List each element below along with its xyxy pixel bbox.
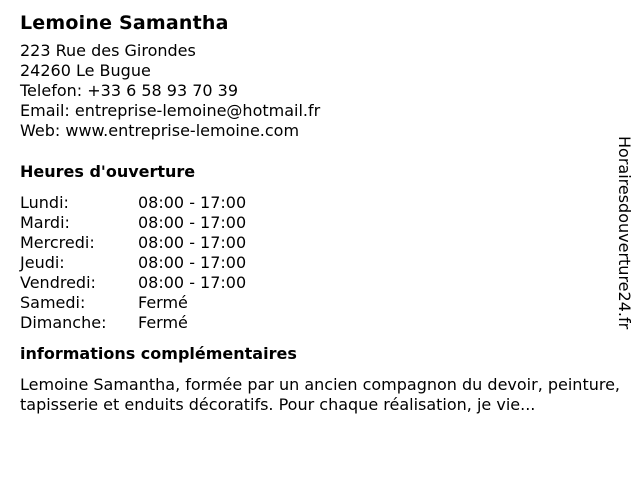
web-line: Web: www.entreprise-lemoine.com xyxy=(20,121,300,140)
day-label: Vendredi: xyxy=(20,273,96,292)
site-brand-vertical: Horairesdouverture24.fr xyxy=(615,136,634,330)
hours-row-saturday xyxy=(20,293,610,313)
day-label: Mercredi: xyxy=(20,233,95,252)
address-line-street: 223 Rue des Girondes xyxy=(20,41,196,60)
time-value: Fermé xyxy=(138,293,188,312)
hours-row-sunday xyxy=(20,313,610,333)
phone-line: Telefon: +33 6 58 93 70 39 xyxy=(20,81,239,100)
hours-row-wednesday xyxy=(20,233,610,253)
opening-hours-title: Heures d'ouverture xyxy=(20,162,196,181)
day-label: Samedi: xyxy=(20,293,86,312)
time-value: 08:00 - 17:00 xyxy=(138,213,247,232)
time-value: 08:00 - 17:00 xyxy=(138,273,247,292)
address-line-city: 24260 Le Bugue xyxy=(20,61,151,80)
hours-row-thursday xyxy=(20,253,610,273)
time-value: Fermé xyxy=(138,313,188,332)
hours-row-monday xyxy=(20,193,610,213)
day-label: Jeudi: xyxy=(20,253,65,272)
time-value: 08:00 - 17:00 xyxy=(138,193,247,212)
hours-row-tuesday xyxy=(20,213,610,233)
opening-hours-table xyxy=(20,193,610,333)
business-name: Lemoine Samantha xyxy=(20,12,229,34)
time-value: 08:00 - 17:00 xyxy=(138,233,247,252)
email-line: Email: entreprise-lemoine@hotmail.fr xyxy=(20,101,321,120)
day-label: Mardi: xyxy=(20,213,70,232)
day-label: Dimanche: xyxy=(20,313,107,332)
day-label: Lundi: xyxy=(20,193,69,212)
time-value: 08:00 - 17:00 xyxy=(138,253,247,272)
hours-row-friday xyxy=(20,273,610,293)
business-card xyxy=(20,9,621,415)
additional-info-title: informations complémentaires xyxy=(20,344,297,363)
additional-info-text: Lemoine Samantha, formée par un ancien compagnon du devoir, peinture,tapisserie et enduits décoratifs. Pour chaque réalisation, je vie... xyxy=(20,375,621,414)
